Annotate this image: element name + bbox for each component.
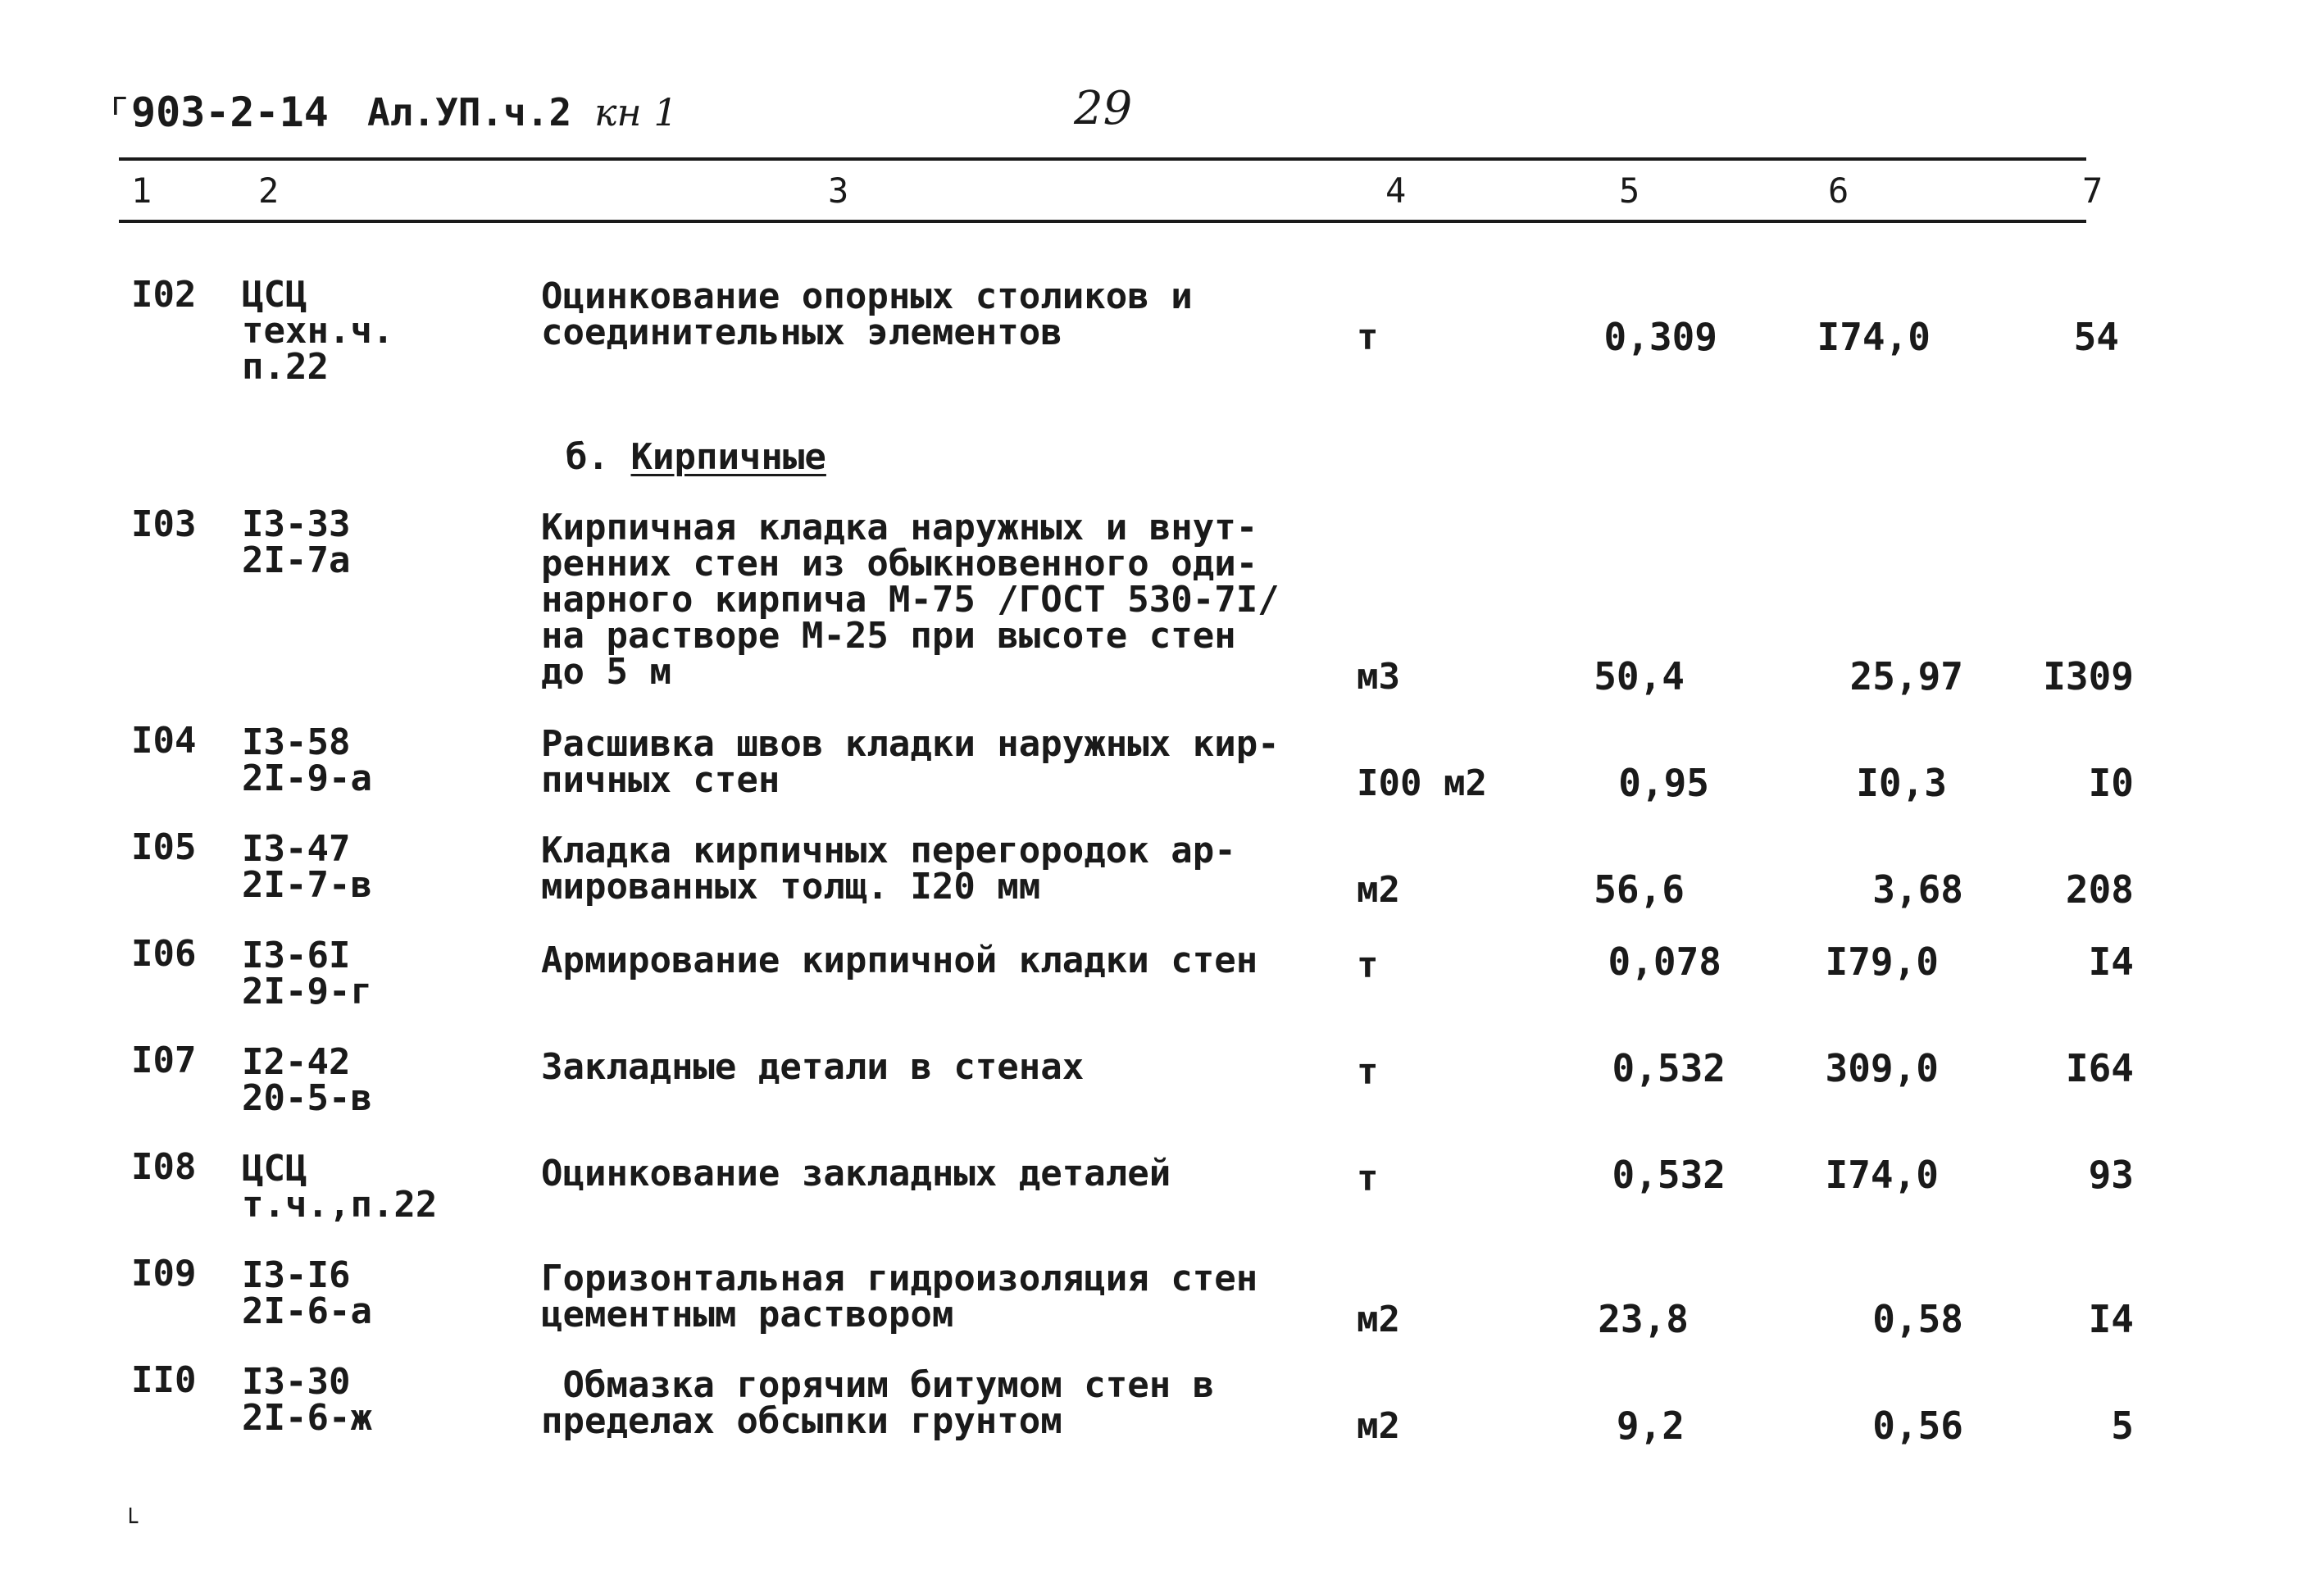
column-number-4: 4 [1385, 171, 1407, 211]
row-quantity: 56,6 [1594, 867, 1685, 912]
row-description-line: мированных толщ. I20 мм [541, 866, 1041, 908]
row-price: I0,3 [1856, 761, 1947, 805]
row-description-line: на растворе М-25 при высоте стен [541, 615, 1236, 657]
row-description-line: ренних стен из обыкновенного оди- [541, 543, 1258, 585]
row-quantity: 0,532 [1612, 1153, 1726, 1197]
row-code-line: ЦСЦ [242, 274, 307, 316]
row-description-line: пичных стен [541, 759, 780, 801]
page-number: 29 [1074, 82, 1133, 135]
row-price: 25,97 [1849, 654, 1963, 698]
column-number-7: 7 [2082, 171, 2103, 211]
row-total: I309 [2043, 654, 2134, 698]
row-number: I03 [131, 503, 197, 545]
row-unit: м2 [1357, 1405, 1400, 1447]
row-price: 0,56 [1872, 1404, 1963, 1448]
row-total: 5 [2111, 1404, 2134, 1448]
row-quantity: 23,8 [1598, 1297, 1689, 1341]
section-title-text: Кирпичные [630, 436, 826, 478]
row-price: I74,0 [1825, 1153, 1939, 1197]
row-description-line: нарного кирпича М-75 /ГОСТ 530-7I/ [541, 579, 1280, 621]
row-description-line: Кирпичная кладка наружных и внут- [541, 507, 1258, 548]
row-quantity: 0,532 [1612, 1046, 1726, 1090]
row-unit: т [1357, 1158, 1379, 1199]
row-total: I64 [2065, 1046, 2134, 1090]
row-quantity: 0,078 [1608, 940, 1721, 984]
row-total: 93 [2088, 1153, 2134, 1197]
row-number: II0 [131, 1359, 197, 1401]
row-price: I79,0 [1825, 940, 1939, 984]
row-unit: т [1357, 944, 1379, 986]
column-number-3: 3 [828, 171, 849, 211]
footer-corner-mark: └ [123, 1508, 139, 1537]
row-number: I09 [131, 1253, 197, 1295]
row-code-line: 2I-9-г [242, 971, 372, 1012]
row-price: I74,0 [1817, 315, 1931, 359]
section-title [566, 436, 826, 478]
row-code-line: I3-58 [242, 721, 351, 763]
row-price: 309,0 [1825, 1046, 1939, 1090]
row-code-line: т.ч.,п.22 [242, 1184, 438, 1226]
row-description-line: Закладные детали в стенах [541, 1046, 1085, 1088]
row-unit: м2 [1357, 869, 1400, 911]
row-description-line: соединительных элементов [541, 312, 1062, 353]
row-code-line: 2I-6-ж [242, 1397, 372, 1439]
row-code-line: 2I-7-в [242, 864, 372, 906]
section-number: б. [566, 436, 609, 478]
column-number-2: 2 [258, 171, 280, 211]
row-description-line: Горизонтальная гидроизоляция стен [541, 1258, 1258, 1299]
row-code-line: 2I-7а [242, 539, 351, 581]
row-quantity: 9,2 [1616, 1404, 1685, 1448]
row-total: I0 [2088, 761, 2134, 805]
row-price: 3,68 [1872, 867, 1963, 912]
row-quantity: 0,95 [1618, 761, 1709, 805]
row-number: I02 [131, 274, 197, 316]
row-description-line: Расшивка швов кладки наружных кир- [541, 723, 1280, 765]
row-code-line: 2I-6-а [242, 1290, 372, 1332]
row-code-line: 20-5-в [242, 1077, 372, 1119]
row-number: I05 [131, 826, 197, 868]
row-code-line: I3-I6 [242, 1254, 351, 1296]
row-total: I4 [2088, 940, 2134, 984]
row-total: 208 [2065, 867, 2134, 912]
row-code-line: п.22 [242, 346, 329, 388]
row-price: 0,58 [1872, 1297, 1963, 1341]
row-description-line: Оцинкование закладных деталей [541, 1153, 1171, 1194]
row-unit: т [1357, 1051, 1379, 1093]
row-code-line: I3-30 [242, 1361, 351, 1403]
header-rule-top [119, 157, 2086, 161]
row-description-line: цементным раствором [541, 1294, 954, 1335]
row-code-line: техн.ч. [242, 310, 394, 352]
row-description-line: Оцинкование опорных столиков и [541, 275, 1193, 317]
album-handwritten: кн 1 [594, 90, 678, 134]
row-description-line: пределах обсыпки грунтом [541, 1400, 1062, 1442]
column-number-1: 1 [131, 171, 152, 211]
corner-mark: г [110, 85, 130, 123]
row-number: I08 [131, 1146, 197, 1188]
row-code-line: I2-42 [242, 1041, 351, 1083]
row-number: I06 [131, 933, 197, 975]
row-code-line: ЦСЦ [242, 1148, 307, 1190]
document-code: 903-2-14 [131, 89, 329, 136]
album-reference [367, 90, 678, 134]
row-unit: м3 [1357, 656, 1400, 698]
header-rule-bottom [119, 220, 2086, 223]
row-description-line: до 5 м [541, 651, 671, 693]
row-quantity: 50,4 [1594, 654, 1685, 698]
row-description-line: Обмазка горячим битумом стен в [541, 1364, 1215, 1406]
row-number: I04 [131, 720, 197, 762]
row-description-line: Кладка кирпичных перегородок ар- [541, 830, 1236, 871]
row-code-line: 2I-9-а [242, 758, 372, 799]
row-total: I4 [2088, 1297, 2134, 1341]
row-unit: I00 м2 [1357, 762, 1487, 804]
album-printed: Ал.УП.ч.2 [367, 90, 572, 134]
column-number-5: 5 [1619, 171, 1640, 211]
row-quantity: 0,309 [1603, 315, 1717, 359]
row-code-line: I3-33 [242, 503, 351, 545]
row-number: I07 [131, 1040, 197, 1081]
column-number-6: 6 [1828, 171, 1849, 211]
row-unit: т [1357, 316, 1379, 358]
row-total: 54 [2073, 315, 2119, 359]
row-description-line: Армирование кирпичной кладки стен [541, 940, 1258, 981]
row-code-line: I3-6I [242, 935, 351, 976]
row-unit: м2 [1357, 1299, 1400, 1340]
row-code-line: I3-47 [242, 828, 351, 870]
